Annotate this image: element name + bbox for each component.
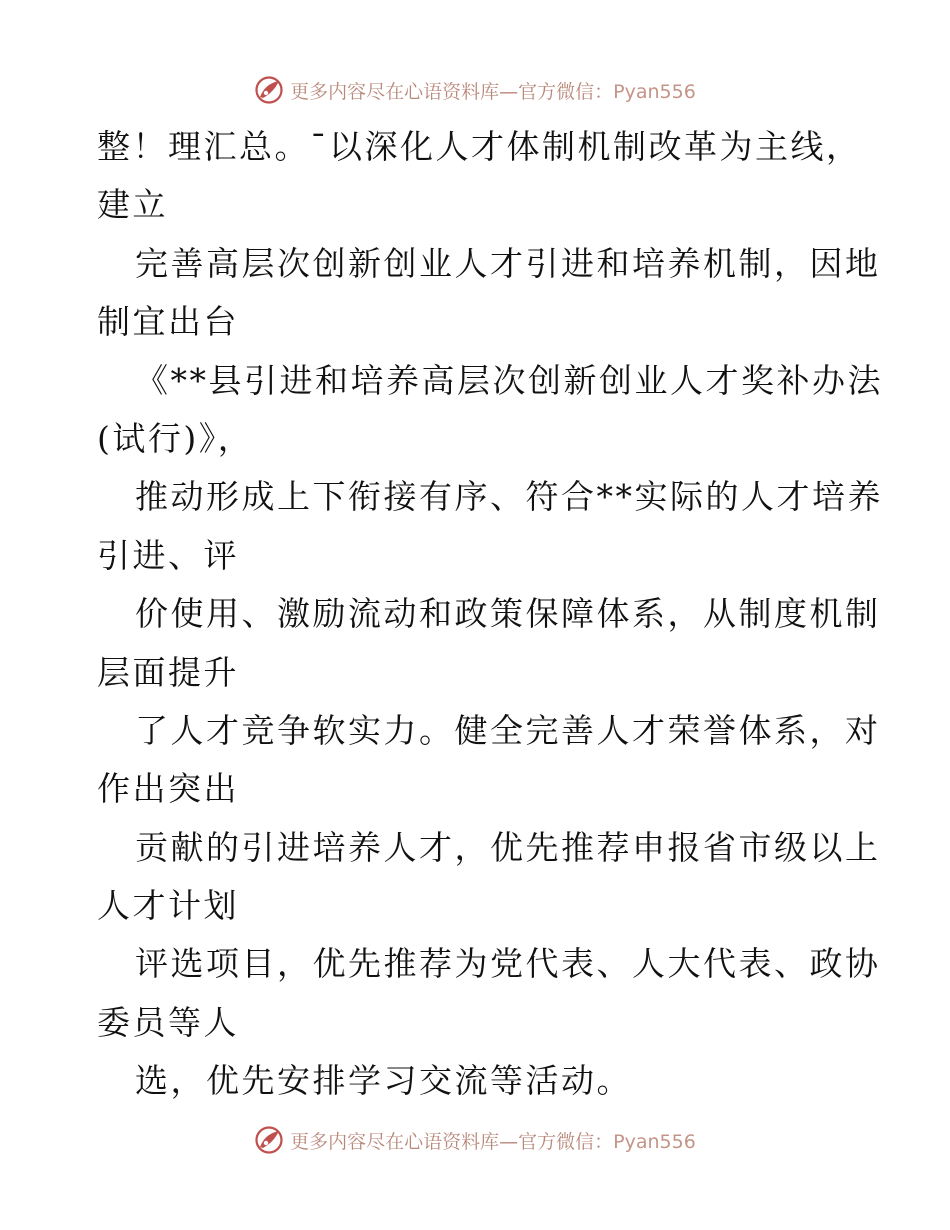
paragraph-line: 《**县引进和培养高层次创新创业人才奖补办法 xyxy=(135,360,883,400)
paragraph-line: 建立 xyxy=(97,185,168,225)
watermark-group xyxy=(254,75,696,105)
paragraph-line: 贡献的引进培养人才，优先推荐申报省市级以上 xyxy=(135,827,881,867)
paragraph-line: 制宜出台 xyxy=(97,302,239,342)
pen-nib-circle-icon xyxy=(254,75,284,105)
paragraph-line: 评选项目，优先推荐为党代表、人大代表、政协 xyxy=(135,944,881,984)
watermark-id: Pyan556 xyxy=(613,1130,696,1153)
paragraph-line: 整！理汇总。¯以深化人才体制机制改革为主线， xyxy=(97,127,862,166)
pen-nib-circle-icon xyxy=(254,1125,284,1155)
footer-watermark xyxy=(0,1120,950,1160)
document-body xyxy=(97,118,883,1111)
paragraph-line: 选，优先安排学习交流等活动。 xyxy=(135,1061,632,1101)
paragraph-line: 人才计划 xyxy=(97,886,239,926)
paragraph-line: (试行)》， xyxy=(97,418,254,458)
watermark-text: 更多内容尽在心语资料库—官方微信：Pyan556 xyxy=(290,80,696,103)
paragraph-line: 推动形成上下衔接有序、符合**实际的人才培养 xyxy=(135,477,883,517)
paragraph-line: 完善高层次创新创业人才引进和培养机制，因地 xyxy=(135,243,881,283)
paragraph-line: 引进、评 xyxy=(97,535,239,575)
watermark-text: 更多内容尽在心语资料库—官方微信：Pyan556 xyxy=(290,1130,696,1153)
header-watermark xyxy=(0,70,950,110)
paragraph-line: 作出突出 xyxy=(97,769,239,809)
paragraph-line: 层面提升 xyxy=(97,652,239,692)
paragraph-line: 了人才竞争软实力。健全完善人才荣誉体系，对 xyxy=(135,710,881,750)
paragraph-line: 价使用、激励流动和政策保障体系，从制度机制 xyxy=(135,594,881,634)
paragraph-line: 委员等人 xyxy=(97,1002,239,1042)
watermark-id: Pyan556 xyxy=(613,80,696,103)
watermark-group xyxy=(254,1125,696,1155)
